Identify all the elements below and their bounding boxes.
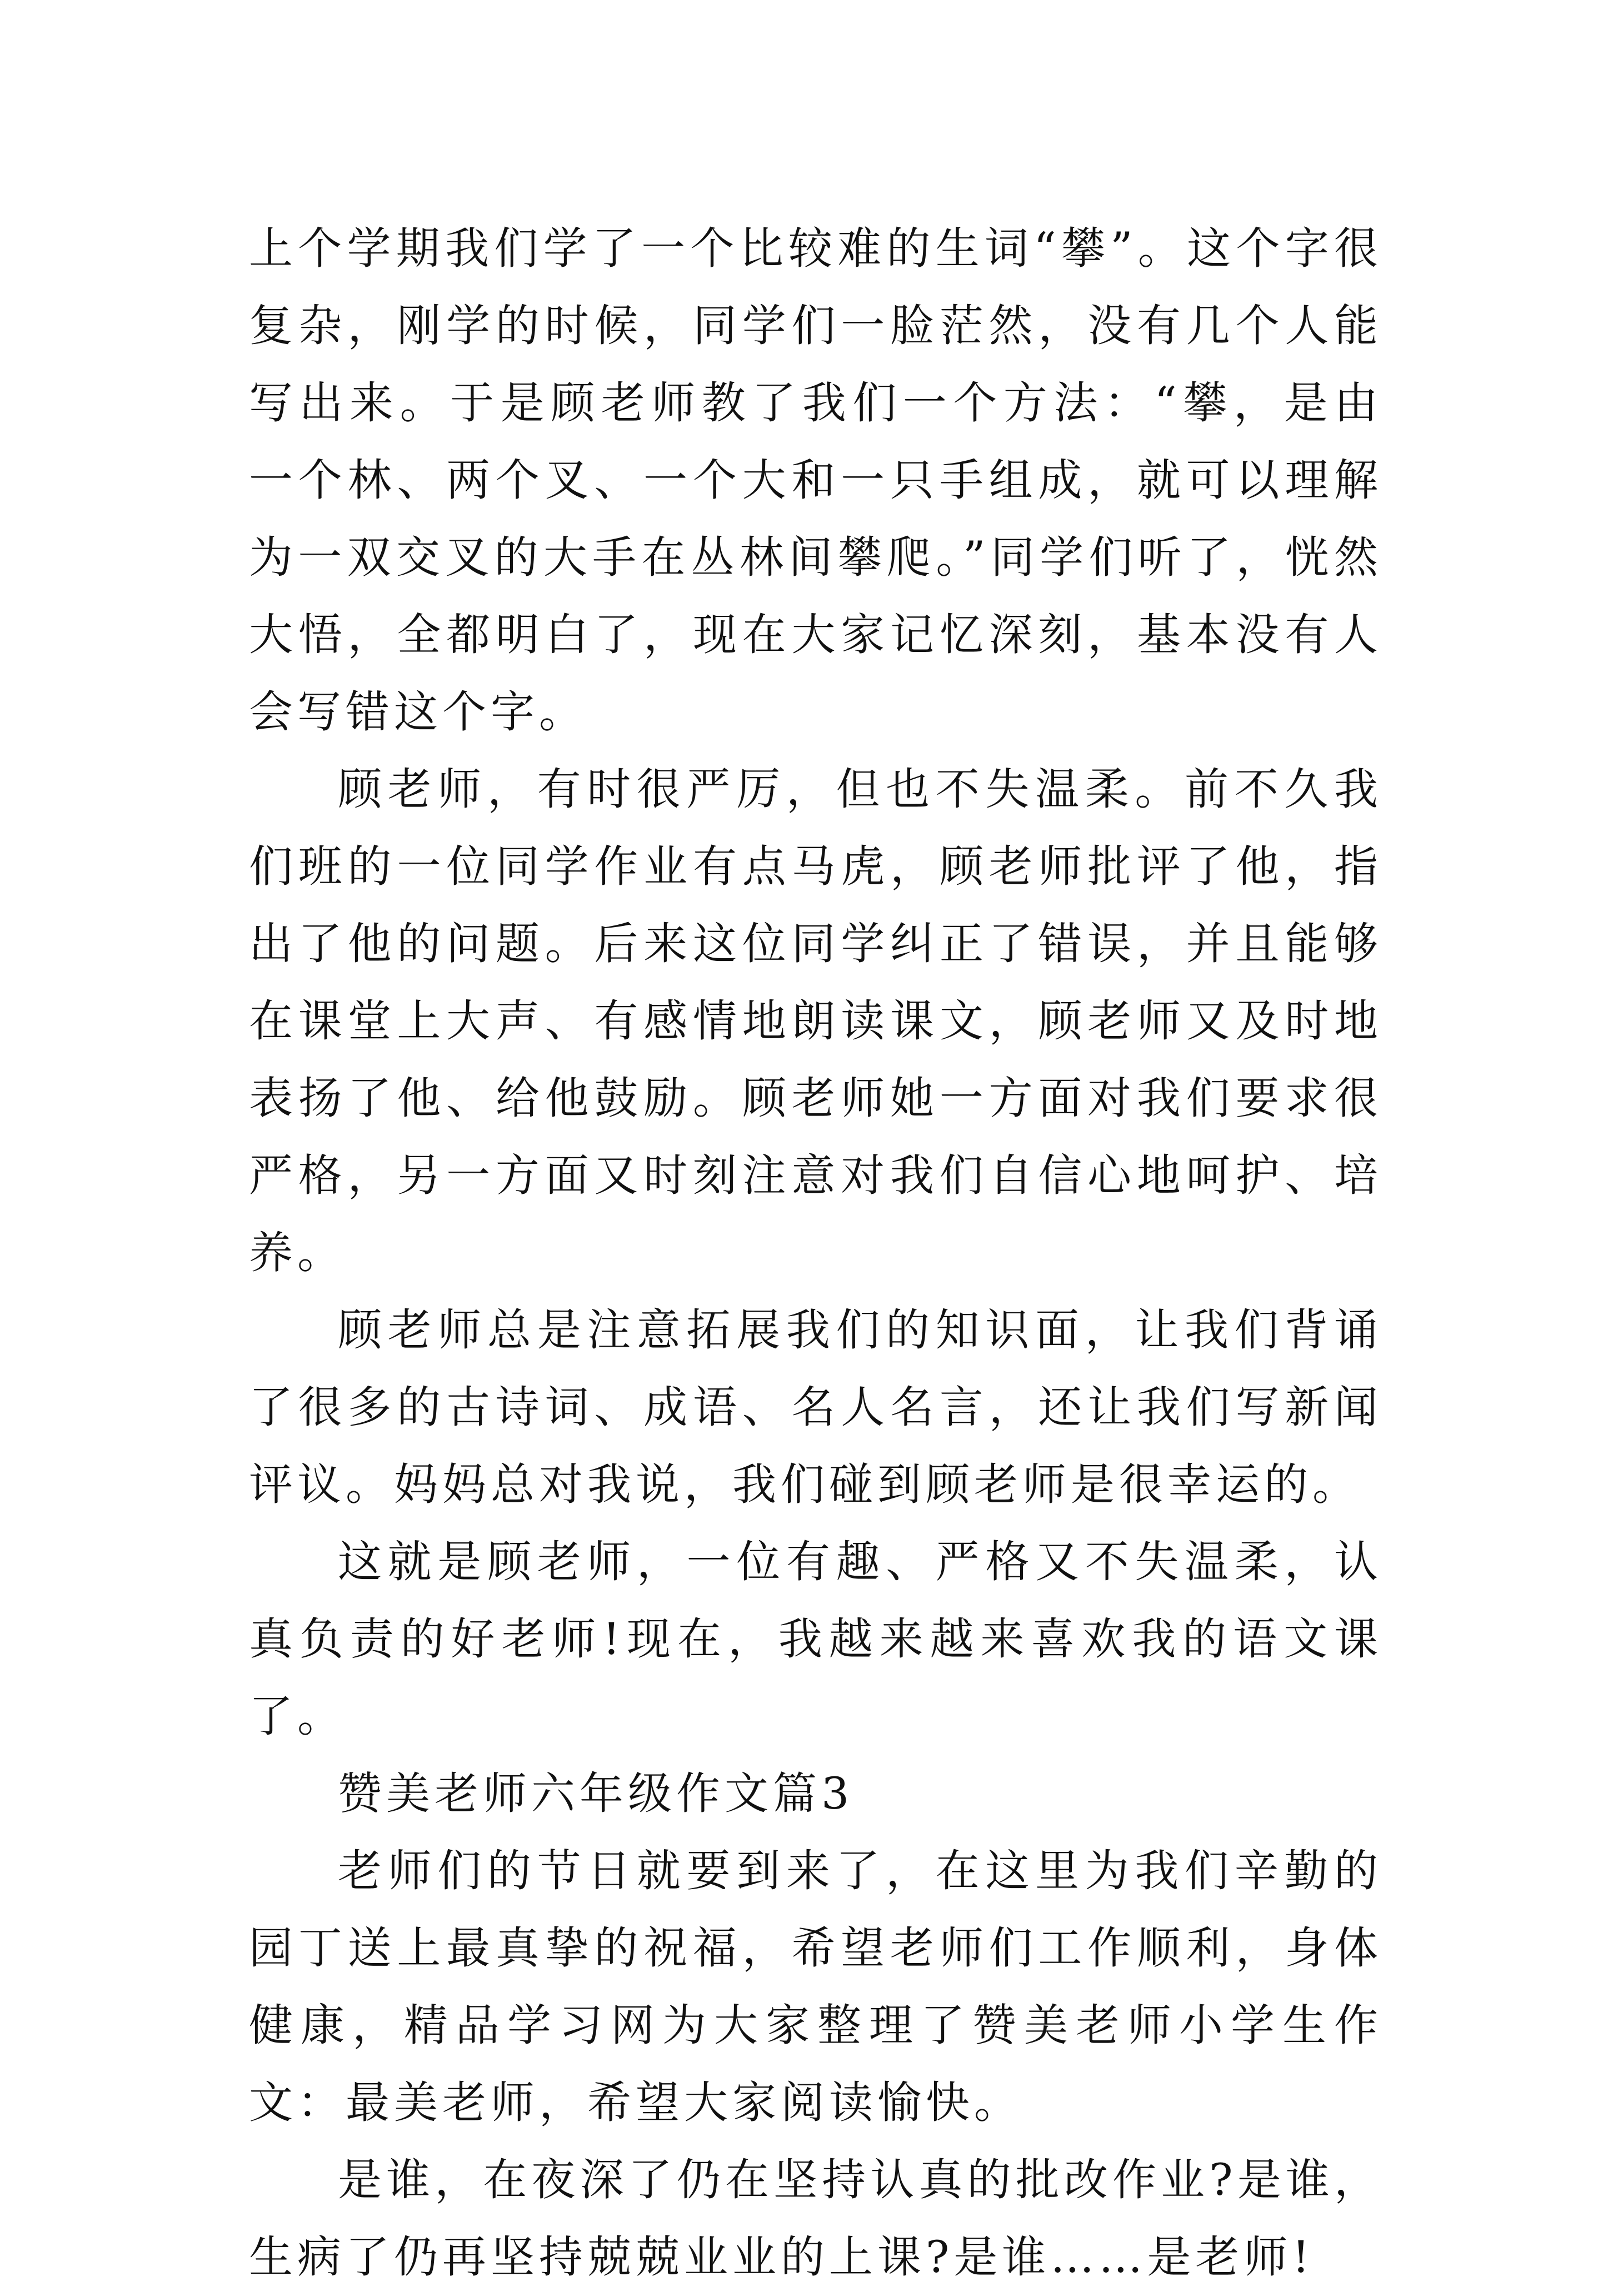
- paragraph-radical-story: 上个学期我们学了一个比较难的生词“攀”。这个字很复杂，刚学的时候，同学们一脸茫然，没有几个人能写出来。于是顾老师教了我们一个方法：“攀，是由一个林、两个叉、一个大和一只手组成，就可以理解为一双交叉的大手在丛林间攀爬。”同学们听了，恍然大悟，全都明白了，现在大家记忆深刻，基本没有人会写错这个字。: [249, 223, 1382, 738]
- document-body: [249, 210, 1382, 2296]
- paragraph-knowledge: 顾老师总是注意拓展我们的知识面，让我们背诵了很多的古诗词、成语、名人名言，还让我们写新闻评议。妈妈总对我说，我们碰到顾老师是很幸运的。: [249, 1304, 1382, 1510]
- section-heading: 赞美老师六年级作文篇3: [338, 1768, 854, 1819]
- paragraph-strict-gentle: 顾老师，有时很严厉，但也不失温柔。前不久我们班的一位同学作业有点马虎，顾老师批评了他，指出了他的问题。后来这位同学纠正了错误，并且能够在课堂上大声、有感情地朗读课文，顾老师又及时地表扬了他、给他鼓励。顾老师她一方面对我们要求很严格，另一方面又时刻注意对我们自信心地呵护、培养。: [249, 764, 1382, 1278]
- paragraph-teachers-day: 老师们的节日就要到来了，在这里为我们辛勤的园丁送上最真挚的祝福，希望老师们工作顺利，身体健康，精品学习网为大家整理了赞美老师小学生作文：最美老师，希望大家阅读愉快。: [249, 1845, 1382, 2128]
- paragraph-conclusion: 这就是顾老师，一位有趣、严格又不失温柔，认真负责的好老师!现在，我越来越来喜欢我的语文课了。: [249, 1536, 1382, 1742]
- paragraph-who-is-it: 是谁，在夜深了仍在坚持认真的批改作业?是谁，生病了仍再坚持兢兢业业的上课?是谁……是老师!: [249, 2154, 1382, 2283]
